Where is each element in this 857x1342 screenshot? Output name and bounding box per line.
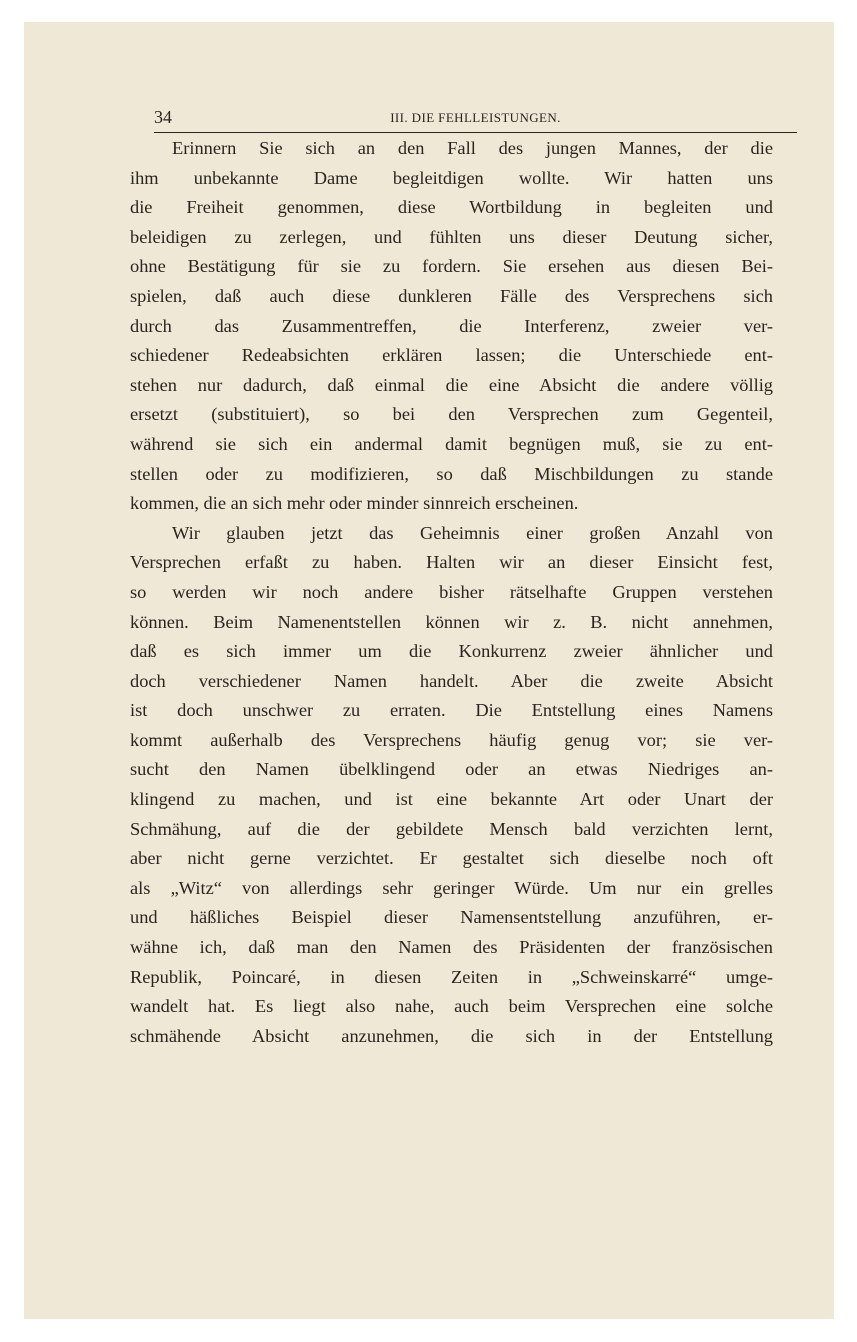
text-line: kommen, die an sich mehr oder minder sinnreich erscheinen. xyxy=(130,493,579,514)
text-line: können. Beim Namenentstellen können wir z. B. nicht annehmen, xyxy=(130,611,773,632)
text-line: Wir glauben jetzt das Geheimnis einer großen Anzahl von xyxy=(172,522,773,543)
text-line: Republik, Poincaré, in diesen Zeiten in „Schweinskarré“ umge- xyxy=(130,966,773,987)
running-head: III. DIE FEHLLEISTUNGEN. xyxy=(390,110,561,125)
text-line: stehen nur dadurch, daß einmal die eine Absicht die andere völlig xyxy=(130,374,773,395)
page-number: 34 xyxy=(154,107,172,127)
text-line: stellen oder zu modifizieren, so daß Mischbildungen zu stande xyxy=(130,463,773,484)
text-line: spielen, daß auch diese dunkleren Fälle des Versprechens sich xyxy=(130,285,773,306)
text-line: durch das Zusammentreffen, die Interferenz, zweier ver- xyxy=(130,315,773,336)
text-line: ersetzt (substituiert), so bei den Versprechen zum Gegenteil, xyxy=(130,404,773,425)
text-line: wandelt hat. Es liegt also nahe, auch beim Versprechen eine solche xyxy=(130,996,773,1017)
text-line: kommt außerhalb des Versprechens häufig genug vor; sie ver- xyxy=(130,729,773,750)
paragraph xyxy=(130,519,773,1052)
text-line: ihm unbekannte Dame begleitdigen wollte. Wir hatten uns xyxy=(130,167,773,188)
paragraph xyxy=(130,134,773,519)
body-text xyxy=(130,134,773,1051)
text-line: als „Witz“ von allerdings sehr geringer Würde. Um nur ein grelles xyxy=(130,877,773,898)
text-line: Erinnern Sie sich an den Fall des jungen Mannes, der die xyxy=(172,138,773,158)
text-line: während sie sich ein andermal damit begnügen muß, sie zu ent- xyxy=(130,433,773,454)
text-line: wähne ich, daß man den Namen des Präsidenten der französischen xyxy=(130,937,773,958)
text-line: Schmähung, auf die der gebildete Mensch bald verzichten lernt, xyxy=(130,818,773,839)
text-line: die Freiheit genommen, diese Wortbildung in begleiten und xyxy=(130,197,773,218)
text-line: doch verschiedener Namen handelt. Aber die zweite Absicht xyxy=(130,670,773,691)
text-line: ist doch unschwer zu erraten. Die Entstellung eines Namens xyxy=(130,700,773,721)
text-line: Versprechen erfaßt zu haben. Halten wir an dieser Einsicht fest, xyxy=(130,552,773,573)
text-line: aber nicht gerne verzichtet. Er gestaltet sich dieselbe noch oft xyxy=(130,848,773,869)
text-line: ohne Bestätigung für sie zu fordern. Sie ersehen aus diesen Bei- xyxy=(130,256,773,277)
text-line: klingend zu machen, und ist eine bekannte Art oder Unart der xyxy=(130,789,773,810)
text-line: schmähende Absicht anzunehmen, die sich in der Entstellung xyxy=(130,1025,773,1046)
text-line: daß es sich immer um die Konkurrenz zweier ähnlicher und xyxy=(130,641,773,662)
text-line: beleidigen zu zerlegen, und fühlten uns dieser Deutung sicher, xyxy=(130,226,773,247)
text-line: so werden wir noch andere bisher rätselhafte Gruppen verstehen xyxy=(130,581,773,602)
text-line: sucht den Namen übelklingend oder an etwas Niedriges an- xyxy=(130,759,773,780)
text-line: schiedener Redeabsichten erklären lassen; die Unterschiede ent- xyxy=(130,345,773,366)
text-line: und häßliches Beispiel dieser Namensentstellung anzuführen, er- xyxy=(130,907,773,928)
page-header xyxy=(154,104,797,133)
